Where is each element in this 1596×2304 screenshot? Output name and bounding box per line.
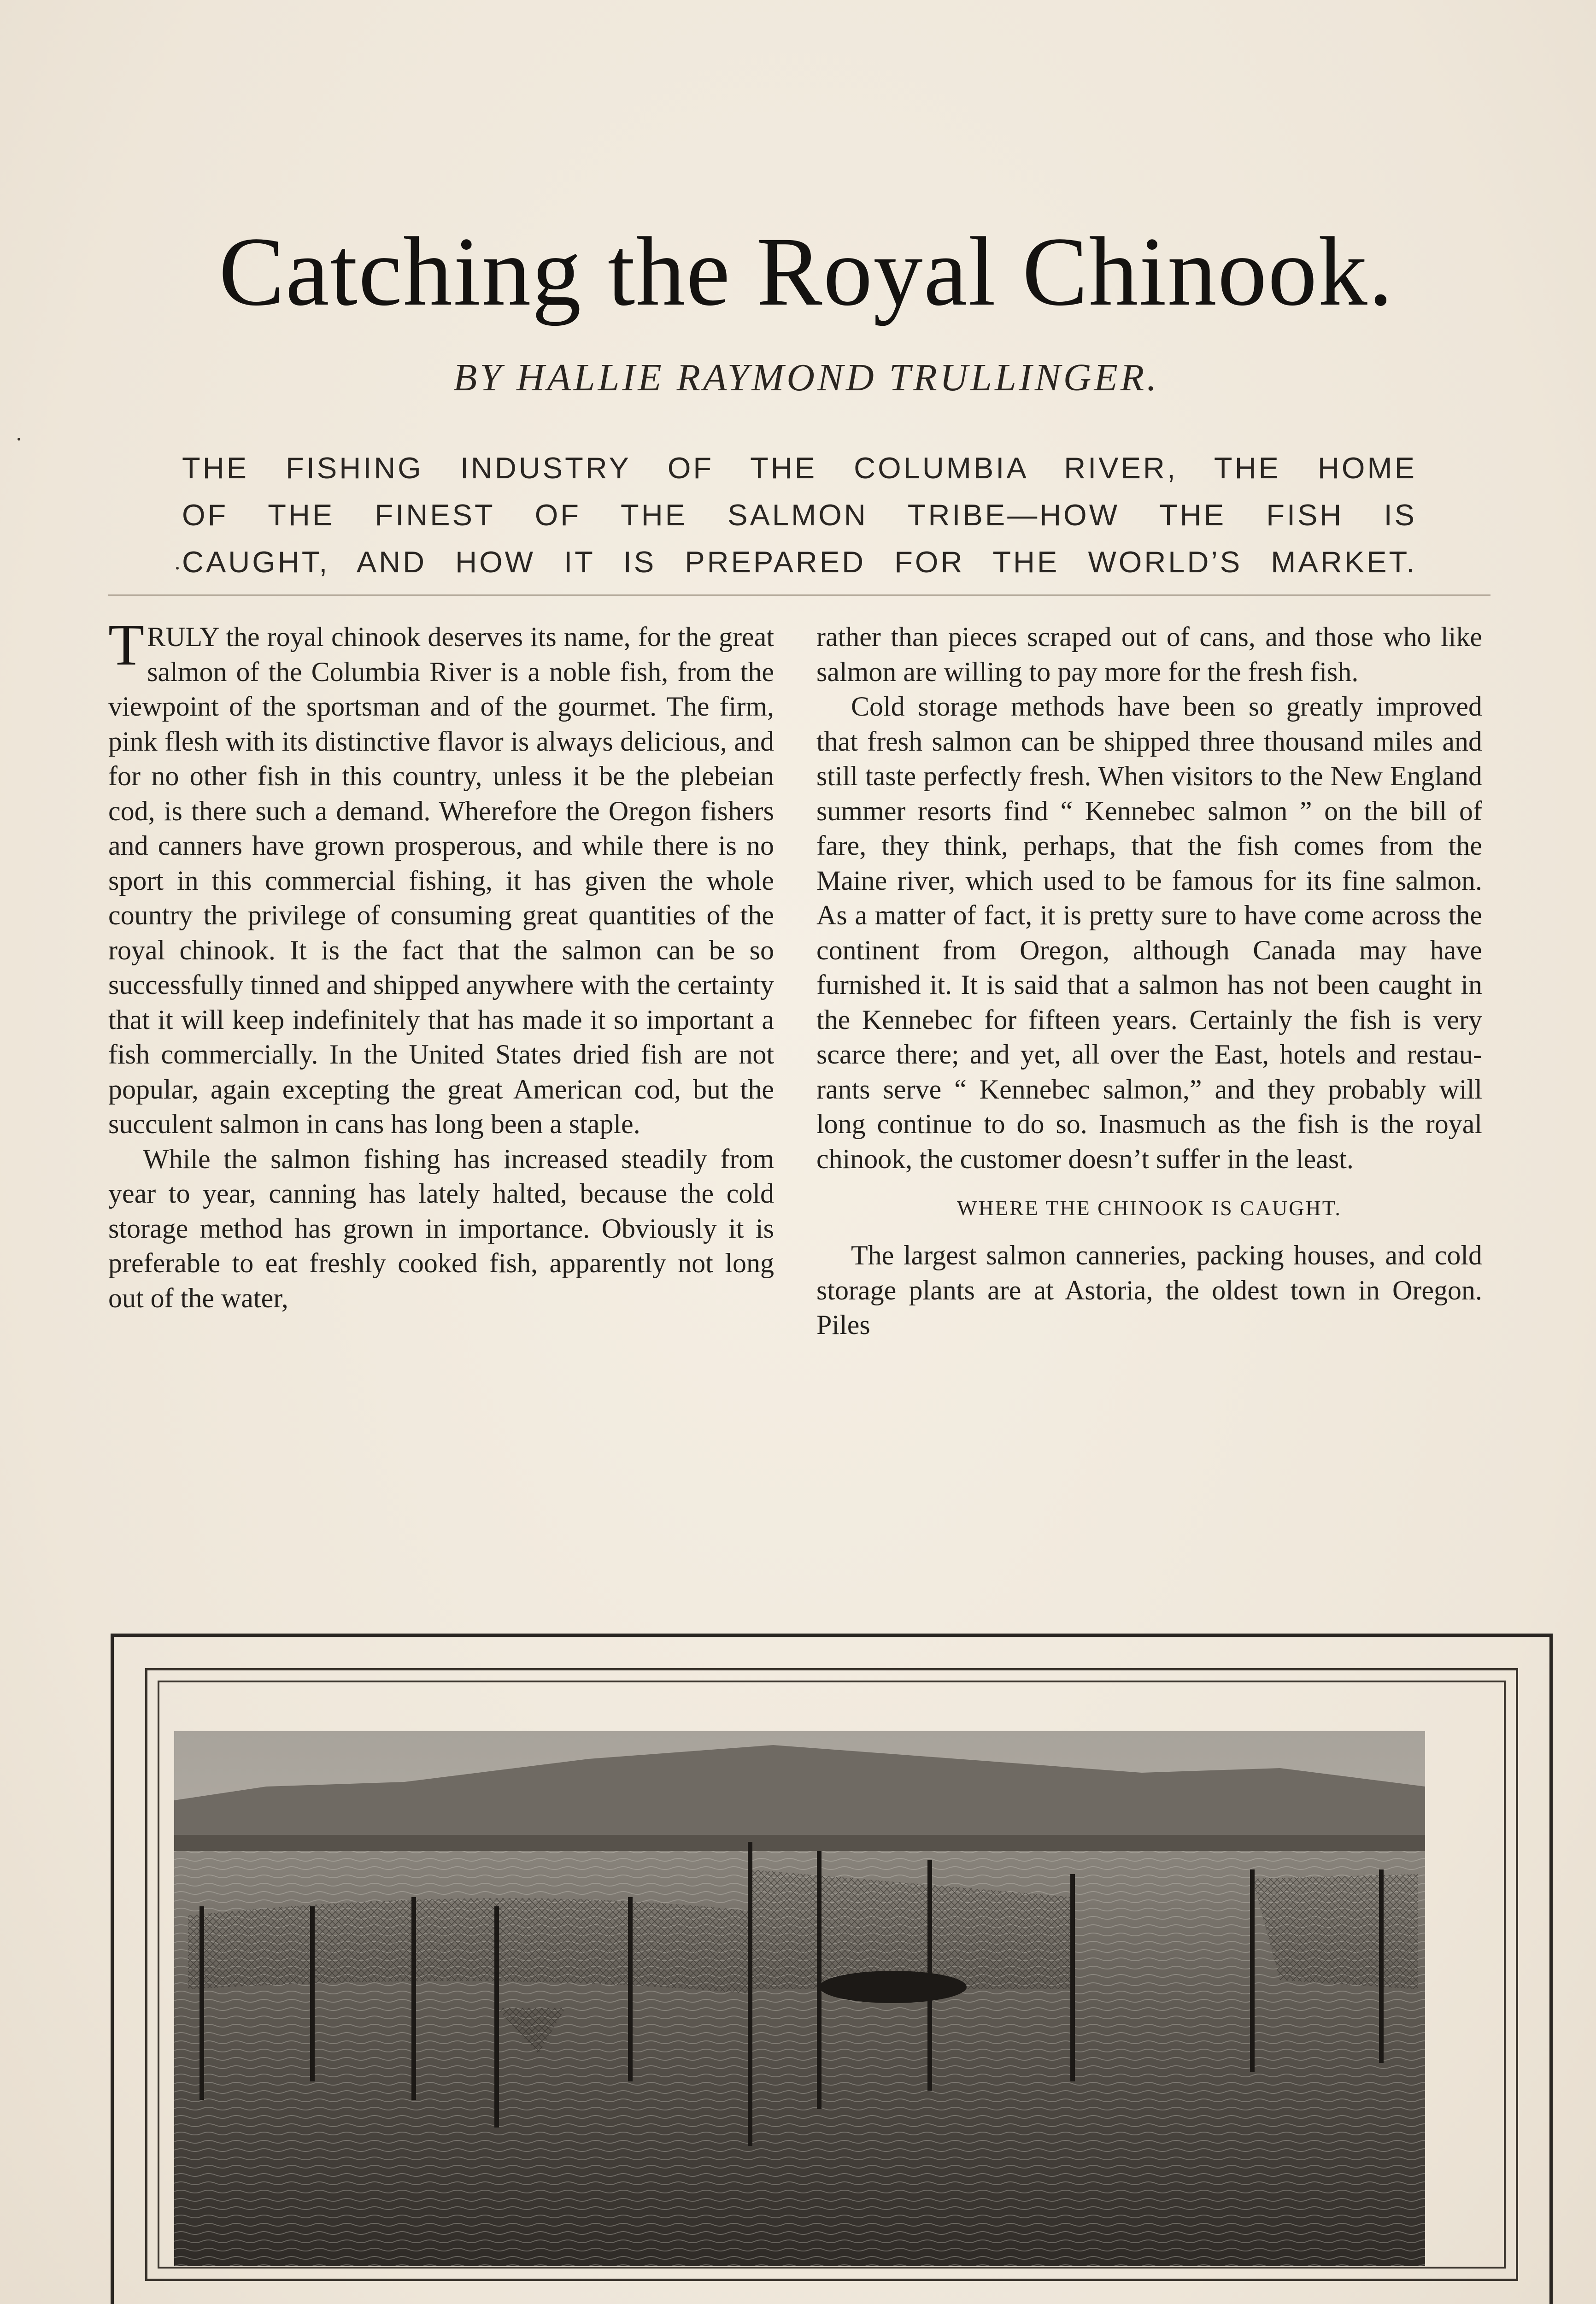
fish-trap-photo (174, 1731, 1425, 2266)
header-rule (108, 594, 1490, 596)
article-byline: BY HALLIE RAYMOND TRULLINGER. (453, 356, 1160, 399)
article-deck (182, 445, 1417, 586)
body-paragraph: rather than pieces scraped out of cans, and those who like salmon are willing to pay more for the fresh fish. (816, 622, 1482, 687)
print-speck (176, 567, 179, 570)
left-column (108, 612, 774, 1316)
print-speck (18, 438, 20, 441)
section-subhead: WHERE THE CHINOOK IS CAUGHT. (957, 1196, 1342, 1220)
deck-line: OF THE FINEST OF THE SALMON TRIBE—HOW THE FISH IS (182, 498, 1417, 532)
paragraph-text: RULY the royal chinook deserves its name, for the great salmon of the Columbia River is a noble fish, from the viewpoint of the sportsman and of the gourmet. The firm, pink flesh with its distinctive flavor is always delicious, and for no other fish in this country, unless it be the plebeian cod, is there such a demand. Wherefore the Oregon fishers and canners have grown prosperous, and while there is no sport in this commercial fishing, it has given the whole country the privilege of consuming great quantities of the royal chinook. It is the fact that the salmon can be so successfully tinned and shipped anywhere with the certainty that it will keep indefinitely that has made it so important a fish commercially. In the United States dried fish are not popular, again excepting the great American cod, but the succulent salmon in cans has long been a staple. (108, 622, 774, 1139)
article-title: Catching the Royal Chinook. (218, 217, 1394, 326)
right-column (816, 620, 1482, 1343)
deck-line: THE FISHING INDUSTRY OF THE COLUMBIA RIVER, THE HOME (182, 451, 1417, 485)
body-paragraph: Cold storage methods have been so greatly improved that fresh salmon can be shipped three thousand miles and still taste perfectly fresh. When visitors to the New England summer resorts find “ Kennebec salmon ” on the bill of fare, they think, perhaps, that the fish comes from the Maine river, which used to be famous for its fine salmon. As a matter of fact, it is pretty sure to have come across the continent from Oregon, although Canada may have furnished it. It is said that a salmon has not been caught in the Kennebec for fifteen years. Certainly the fish is very scarce there; and yet, all over the East, hotels and restaurants serve “ Kennebec salmon,” and they probably will long continue to do so. Inasmuch as the fish is the royal chinook, the customer doesn’t suffer in the least. (816, 691, 1482, 1174)
photo-net-left (188, 1898, 750, 1994)
body-paragraph (108, 612, 774, 1142)
body-paragraph: While the salmon fishing has increased steadily from year to year, canning has lately halted, because the cold storage method has grown in importance. Obviously it is preferable to eat freshly cooked fish, apparently not long out of the water, (108, 1143, 774, 1313)
deck-line: CAUGHT, AND HOW IT IS PREPARED FOR THE WORLD’S MARKET. (182, 545, 1417, 579)
photo-boat (819, 1971, 967, 2003)
drop-cap: T (108, 612, 145, 677)
photo-shoreline (174, 1835, 1425, 1853)
body-paragraph: The largest salmon canneries, packing houses, and cold storage plants are at Astoria, the oldest town in Oregon. Piles (816, 1240, 1482, 1340)
